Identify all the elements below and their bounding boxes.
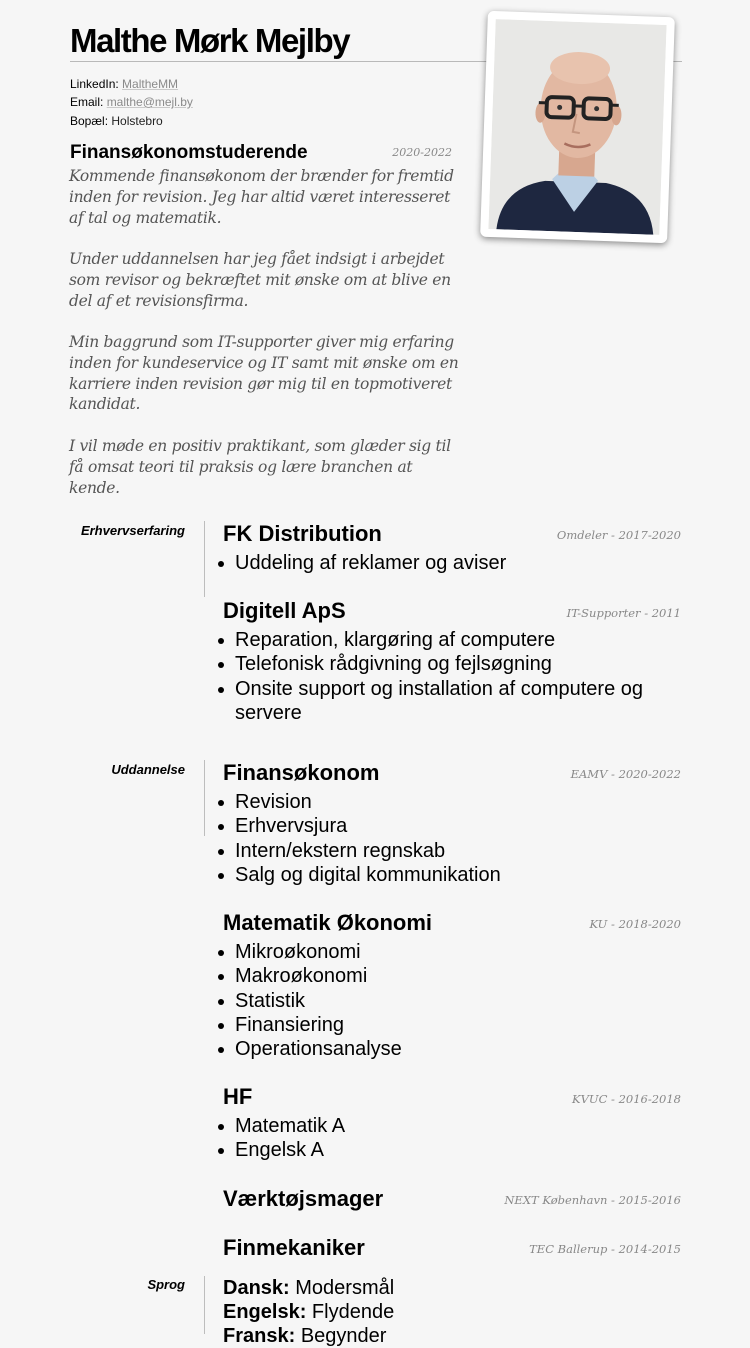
entry-date: EAMV - 2020-2022 — [440, 767, 681, 781]
entry-date: IT-Supporter - 2011 — [440, 606, 681, 620]
summary-paragraph: I vil møde en positiv praktikant, som glæder sig til få omsat teori til praksis og lære branchen at kende. — [69, 436, 461, 498]
bullet-list — [223, 940, 678, 1061]
contact-residence — [70, 113, 163, 129]
linkedin-label: LinkedIn: — [70, 77, 119, 91]
entry-title: HF — [223, 1084, 252, 1110]
language-level: Begynder — [301, 1325, 387, 1347]
entry-date: KVUC - 2016-2018 — [440, 1092, 681, 1106]
residence-value: Holstebro — [111, 114, 162, 128]
list-item: Revision — [223, 790, 678, 814]
contact-email — [70, 94, 193, 110]
bullet-list — [223, 790, 678, 887]
portrait-photo-icon — [488, 19, 666, 235]
summary-paragraph: Kommende finansøkonom der brænder for fremtid inden for revision. Jeg har altid været interesseret af tal og matematik. — [69, 166, 461, 228]
entry-title: FK Distribution — [223, 521, 382, 547]
list-item: Uddeling af reklamer og aviser — [223, 551, 678, 575]
language-name: Dansk: — [223, 1277, 290, 1299]
list-item: Matematik A — [223, 1114, 678, 1138]
language-level: Flydende — [312, 1301, 394, 1323]
language-name: Fransk: — [223, 1325, 295, 1347]
entry-date: Omdeler - 2017-2020 — [440, 528, 681, 542]
section-label-experience: Erhvervserfaring — [70, 523, 185, 538]
list-item: Mikroøkonomi — [223, 940, 678, 964]
entry-date: TEC Ballerup - 2014-2015 — [440, 1242, 681, 1256]
entry-title: Værktøjsmager — [223, 1186, 383, 1212]
section-label-languages: Sprog — [70, 1277, 185, 1292]
list-item: Engelsk A — [223, 1138, 678, 1162]
list-item: Finansiering — [223, 1013, 678, 1037]
language-item — [223, 1276, 394, 1300]
summary-date: 2020-2022 — [340, 146, 452, 159]
list-item: Onsite support og installation af computere og servere — [223, 677, 678, 726]
email-label: Email: — [70, 95, 103, 109]
entry-date: NEXT København - 2015-2016 — [440, 1193, 681, 1207]
list-item: Intern/ekstern regnskab — [223, 839, 678, 863]
language-item — [223, 1324, 386, 1348]
list-item: Operationsanalyse — [223, 1037, 678, 1061]
list-item: Telefonisk rådgivning og fejlsøgning — [223, 652, 678, 676]
summary-paragraph: Under uddannelsen har jeg fået indsigt i arbejdet som revisor og bekræftet mit ønske om at blive en del af et revisionsfirma. — [69, 249, 461, 311]
entry-date: KU - 2018-2020 — [440, 917, 681, 931]
person-name: Malthe Mørk Mejlby — [70, 20, 349, 62]
bullet-list — [223, 1114, 678, 1163]
entry-title: Matematik Økonomi — [223, 910, 432, 936]
language-item — [223, 1300, 394, 1324]
residence-label: Bopæl: — [70, 114, 108, 128]
section-divider — [204, 760, 205, 836]
list-item: Erhvervsjura — [223, 814, 678, 838]
list-item: Reparation, klargøring af computere — [223, 628, 678, 652]
entry-title: Finmekaniker — [223, 1235, 365, 1261]
language-name: Engelsk: — [223, 1301, 306, 1323]
email-link[interactable]: malthe@mejl.by — [107, 95, 193, 109]
summary-paragraph: Min baggrund som IT-supporter giver mig erfaring inden for kundeservice og IT samt mit ønske om en karriere inden revision gør mig til en topmotiveret kandidat. — [69, 332, 461, 415]
list-item: Statistik — [223, 989, 678, 1013]
bullet-list — [223, 628, 678, 725]
contact-linkedin — [70, 76, 178, 92]
list-item: Salg og digital kommunikation — [223, 863, 678, 887]
bullet-list — [223, 551, 678, 575]
list-item: Makroøkonomi — [223, 964, 678, 988]
entry-title: Finansøkonom — [223, 760, 379, 786]
section-label-education: Uddannelse — [70, 762, 185, 777]
profile-photo — [480, 11, 675, 243]
section-divider — [204, 1276, 205, 1334]
summary-title: Finansøkonomstuderende — [70, 141, 308, 165]
linkedin-link[interactable]: MaltheMM — [122, 77, 178, 91]
entry-title: Digitell ApS — [223, 598, 346, 624]
language-level: Modersmål — [295, 1277, 394, 1299]
section-divider — [204, 521, 205, 597]
